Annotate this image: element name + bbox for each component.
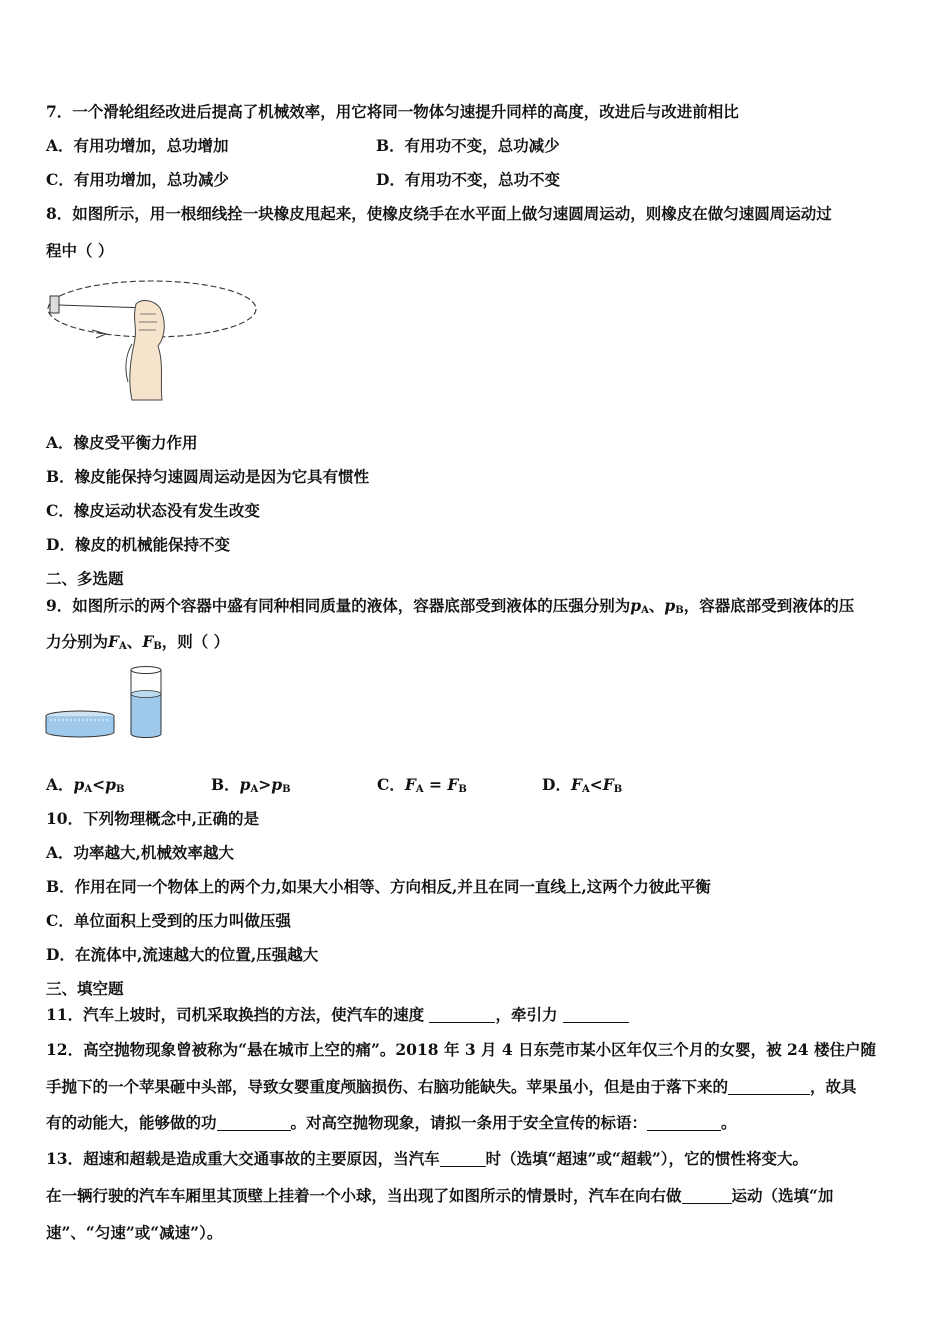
q7-stem: 7．一个滑轮组经改进后提高了机械效率，用它将同一物体匀速提升同样的高度，改进后与改进前相比 — [46, 102, 739, 121]
q9-stem-line1: 9．如图所示的两个容器中盛有同种相同质量的液体，容器底部受到液体的压强分别为$p_A$、$p_B$，容器底部受到液体的压 — [46, 596, 855, 616]
q12-line2: 手抛下的一个苹果砸中头部，导致女婴重度颅脑损伤、右脑功能缺失。苹果虽小，但是由于落下来的 ，故具 — [46, 1077, 857, 1096]
q9-option-a: A．$p_A<p_B$ — [46, 775, 125, 795]
q11-blank-traction[interactable] — [563, 1006, 629, 1023]
q10-stem: 10．下列物理概念中,正确的是 — [46, 809, 259, 828]
q7-option-c: C．有用功增加，总功减少 — [46, 170, 229, 189]
q9-option-b: B．$p_A>p_B$ — [211, 775, 291, 795]
q8-option-c: C．橡皮运动状态没有发生改变 — [46, 501, 260, 520]
q8-stem-line1: 8．如图所示，用一根细线拴一块橡皮甩起来，使橡皮绕手在水平面上做匀速圆周运动，则橡皮在做匀速圆周运动过 — [46, 204, 832, 223]
q10-option-d: D．在流体中,流速越大的位置,压强越大 — [46, 945, 319, 964]
q9-option-d: D．$F_A<F_B$ — [542, 775, 623, 795]
eraser-circular-motion-figure — [44, 272, 264, 404]
q11-blank-speed[interactable] — [429, 1006, 495, 1023]
q8-option-b: B．橡皮能保持匀速圆周运动是因为它具有惯性 — [46, 467, 370, 486]
q12-blank-3[interactable] — [647, 1114, 721, 1131]
q12-blank-2[interactable] — [217, 1114, 291, 1131]
q10-option-a: A．功率越大,机械效率越大 — [46, 843, 234, 862]
q9-stem-line2: 力分别为$F_A$、$F_B$，则（ ） — [46, 632, 230, 652]
q13-line2: 在一辆行驶的汽车车厢里其顶壁上挂着一个小球，当出现了如图所示的情景时，汽车在向右做 运动（选填“加 — [46, 1186, 834, 1205]
containers-figure — [44, 664, 168, 740]
q7-option-a: A．有用功增加，总功增加 — [46, 136, 229, 155]
section-multiple-choice-heading: 二、多选题 — [46, 569, 124, 588]
q12-line1: 12．高空抛物现象曾被称为“悬在城市上空的痛”。2018 年 3 月 4 日东莞市某小区年仅三个月的女婴，被 24 楼住户随 — [46, 1040, 876, 1059]
q13-line3: 速”、“匀速”或“减速”）。 — [46, 1223, 223, 1242]
q11-stem: 11．汽车上坡时，司机采取换挡的方法，使汽车的速度 ，牵引力 — [46, 1005, 629, 1025]
q7-option-d: D．有用功不变，总功不变 — [376, 170, 560, 189]
q7-option-b: B．有用功不变，总功减少 — [376, 136, 560, 155]
q9-option-c: C．$F_A = F_B$ — [377, 775, 467, 795]
q13-blank-2[interactable] — [682, 1187, 732, 1204]
q8-option-d: D．橡皮的机械能保持不变 — [46, 535, 230, 554]
section-fill-in-heading: 三、填空题 — [46, 979, 124, 998]
q13-line1: 13．超速和超载是造成重大交通事故的主要原因，当汽车 时（选填“超速”或“超载”），它的惯性将变大。 — [46, 1149, 808, 1168]
q10-option-b: B．作用在同一个物体上的两个力,如果大小相等、方向相反,并且在同一直线上,这两个力彼此平衡 — [46, 877, 711, 896]
q12-blank-1[interactable] — [728, 1078, 810, 1095]
q12-line3: 有的动能大，能够做的功 。对高空抛物现象，请拟一条用于安全宣传的标语： 。 — [46, 1113, 737, 1132]
q8-stem-line2: 程中（ ） — [46, 241, 114, 260]
q8-option-a: A．橡皮受平衡力作用 — [46, 433, 198, 452]
q10-option-c: C．单位面积上受到的压力叫做压强 — [46, 911, 291, 930]
q13-blank-1[interactable] — [440, 1150, 486, 1167]
